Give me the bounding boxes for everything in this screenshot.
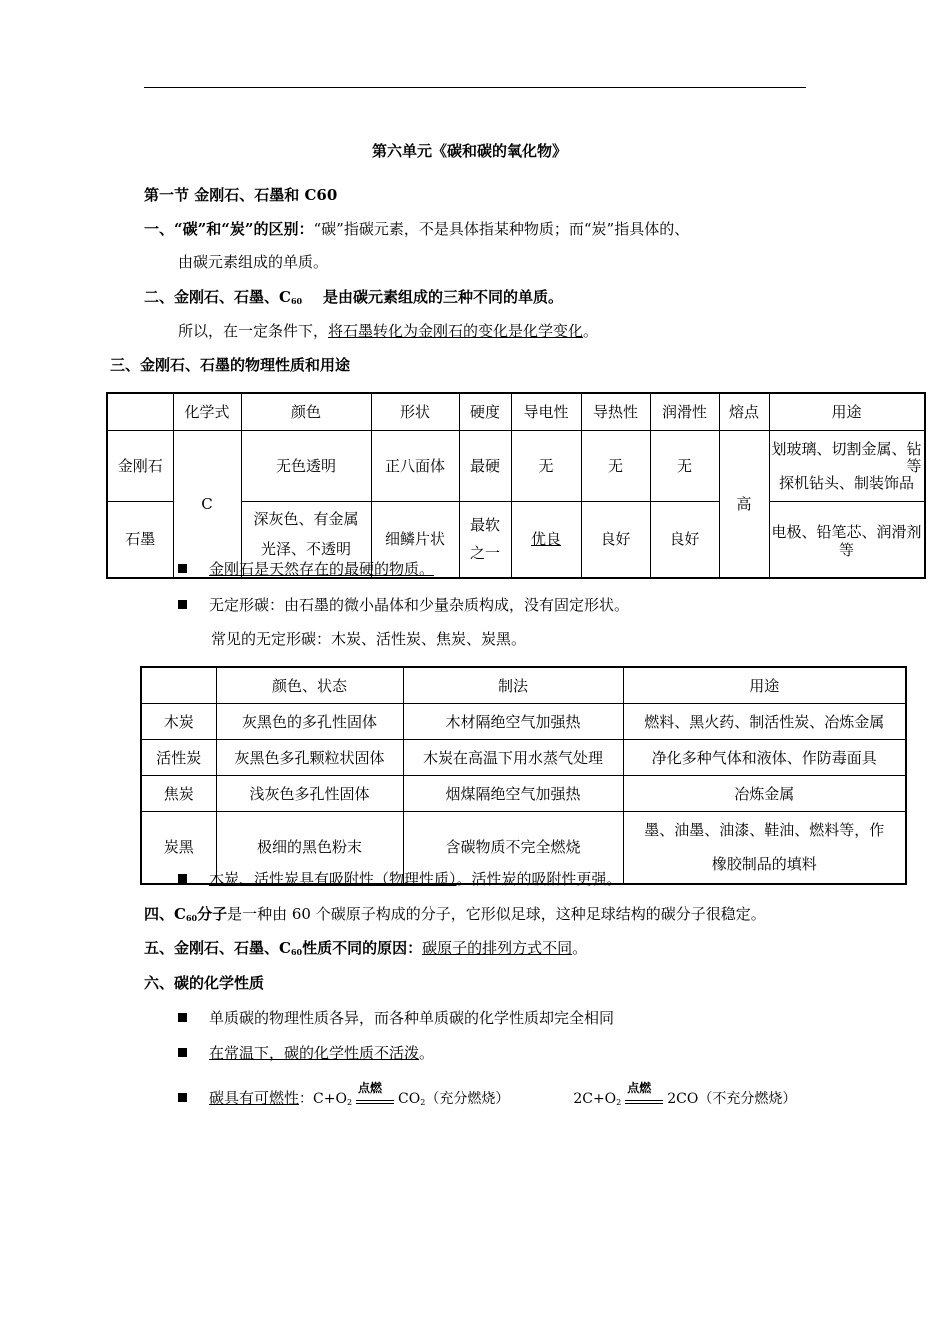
table-header: 用途 <box>623 667 906 704</box>
table-row <box>141 776 906 812</box>
bullet-continuation: 常见的无定形碳：木炭、活性炭、焦炭、炭黑。 <box>211 630 527 648</box>
table-header: 化学式 <box>173 393 241 431</box>
table-row <box>141 704 906 740</box>
use-cell: 墨、油墨、油漆、鞋油、燃料等，作 橡胶制品的填料 <box>623 812 906 884</box>
table-header: 形状 <box>371 393 459 431</box>
row-label: 木炭 <box>141 704 216 740</box>
table-cell: 冶炼金属 <box>623 776 906 812</box>
table-header: 颜色、状态 <box>216 667 403 704</box>
page-title: 第六单元《碳和碳的氧化物》 <box>372 142 568 160</box>
section-heading: 第一节 金刚石、石墨和 C60 <box>144 186 338 204</box>
table-row <box>141 740 906 776</box>
melting-cell: 高 <box>719 431 769 578</box>
paragraph-1 <box>144 218 689 239</box>
table-cell: 深灰色、有金属 光泽、不透明 <box>241 502 371 578</box>
row-label: 炭黑 <box>141 812 216 884</box>
table-cell: 木炭在高温下用水蒸气处理 <box>403 740 623 776</box>
paragraph-4: 四、$C_{60}$分子是一种由 60 个碳原子构成的分子，它形似足球，这种足球结构的碳分子很稳定。 <box>144 905 766 923</box>
table-cell: 无 <box>511 431 581 502</box>
bullet-square-icon <box>178 1093 187 1102</box>
paragraph-5: 五、金刚石、石墨、$C_{60}$性质不同的原因：碳原子的排列方式不同。 <box>144 939 588 957</box>
row-label: 焦炭 <box>141 776 216 812</box>
table-row <box>107 431 925 502</box>
table-header: 颜色 <box>241 393 371 431</box>
paragraph-6-heading: 六、碳的化学性质 <box>144 974 265 992</box>
bullet-item: 金刚石是天然存在的最硬的物质。 <box>178 558 434 579</box>
bullet-item: 木炭、活性炭具有吸附性（物理性质）。活性炭的吸附性更强。 <box>178 868 622 889</box>
reaction-arrow: 点燃 <box>356 1091 394 1107</box>
bullet-item: 单质碳的物理性质各异，而各种单质碳的化学性质却完全相同 <box>178 1007 614 1028</box>
table-cell: 含碳物质不完全燃烧 <box>403 812 623 884</box>
bullet-item: 在常温下，碳的化学性质不活泼。 <box>178 1042 434 1063</box>
properties-table <box>106 392 926 579</box>
table-header-row <box>107 393 925 431</box>
paragraph-2-heading: 二、金刚石、石墨、$C_{60}$ 是由碳元素组成的三种不同的单质。 <box>144 288 563 306</box>
bullet-square-icon <box>178 1048 187 1057</box>
table-cell: 无 <box>650 431 719 502</box>
table-cell: 无色透明 <box>241 431 371 502</box>
table-cell: 灰黑色的多孔性固体 <box>216 704 403 740</box>
paragraph-2-line: 所以，在一定条件下，将石墨转化为金刚石的变化是化学变化。 <box>178 322 599 340</box>
use-cell: 电极、铅笔芯、润滑剂 等 <box>769 502 925 578</box>
table-cell <box>107 393 173 431</box>
table-cell: 正八面体 <box>371 431 459 502</box>
table-header: 熔点 <box>719 393 769 431</box>
table-cell: 细鳞片状 <box>371 502 459 578</box>
table-header <box>141 667 216 704</box>
table-header-row <box>141 667 906 704</box>
combustion-equation-line: 碳具有可燃性：$C+O_2$ 点燃 $CO_2$（充分燃烧） $2C+O_2$ 点燃 2CO（不充分燃烧） <box>178 1087 796 1108</box>
row-label: 金刚石 <box>107 431 173 502</box>
table-cell: 浅灰色多孔性固体 <box>216 776 403 812</box>
table-header: 硬度 <box>459 393 511 431</box>
table-cell: 极细的黑色粉末 <box>216 812 403 884</box>
bullet-item: 无定形碳：由石墨的微小晶体和少量杂质构成，没有固定形状。 <box>178 594 629 615</box>
table-cell: 优良 <box>511 502 581 578</box>
table-header: 导热性 <box>581 393 650 431</box>
table-cell: 良好 <box>581 502 650 578</box>
bullet-square-icon <box>178 600 187 609</box>
row-label: 活性炭 <box>141 740 216 776</box>
table-header: 润滑性 <box>650 393 719 431</box>
table-header: 导电性 <box>511 393 581 431</box>
paragraph-1-body: “碳”指碳元素，不是具体指某种物质；而“炭”指具体的、 <box>313 220 690 238</box>
paragraph-1-heading: 一、“碳”和“炭”的区别： <box>144 220 314 238</box>
table-cell: 最硬 <box>459 431 511 502</box>
use-cell: 划玻璃、切割金属、钻 等 探机钻头、制装饰品 <box>769 431 925 502</box>
bullet-square-icon <box>178 564 187 573</box>
table-header: 用途 <box>769 393 925 431</box>
table-cell: 燃料、黑火药、制活性炭、冶炼金属 <box>623 704 906 740</box>
table-cell: 木材隔绝空气加强热 <box>403 704 623 740</box>
table-cell: 无 <box>581 431 650 502</box>
paragraph-3-heading: 三、金刚石、石墨的物理性质和用途 <box>110 356 351 374</box>
table-cell: 灰黑色多孔颗粒状固体 <box>216 740 403 776</box>
table-cell: 烟煤隔绝空气加强热 <box>403 776 623 812</box>
paragraph-1-continuation: 由碳元素组成的单质。 <box>178 253 329 271</box>
table-header: 制法 <box>403 667 623 704</box>
amorphous-carbon-table <box>140 666 907 885</box>
reaction-arrow: 点燃 <box>625 1091 663 1107</box>
header-rule <box>144 87 806 88</box>
table-cell: 净化多种气体和液体、作防毒面具 <box>623 740 906 776</box>
table-cell: 良好 <box>650 502 719 578</box>
bullet-square-icon <box>178 874 187 883</box>
bullet-square-icon <box>178 1013 187 1022</box>
formula-cell: C <box>173 431 241 578</box>
row-label: 石墨 <box>107 502 173 578</box>
table-cell: 最软 之一 <box>459 502 511 578</box>
